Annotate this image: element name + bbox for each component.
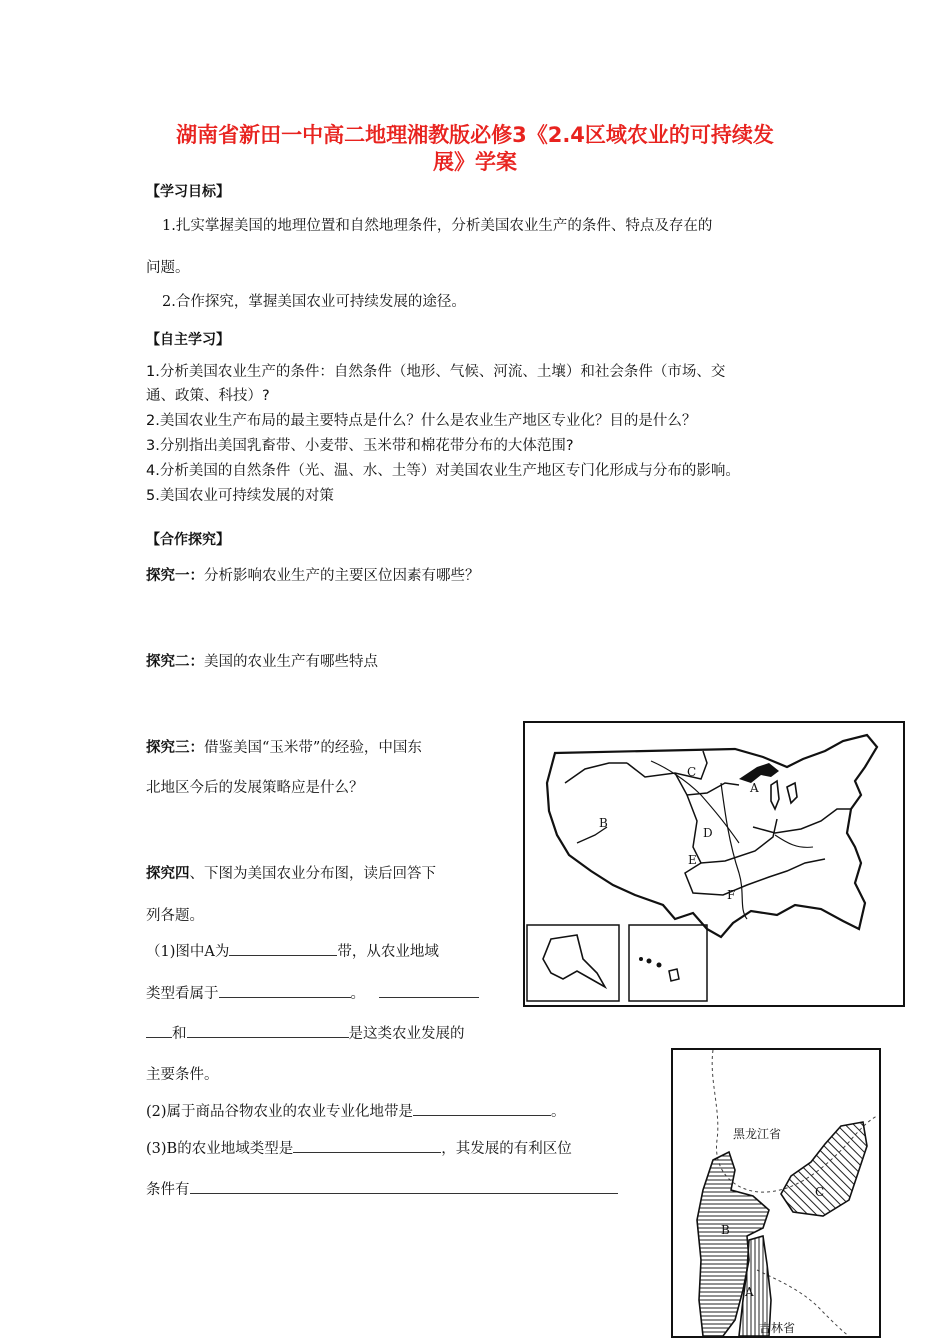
sq1-blank-3-cont[interactable] bbox=[146, 1023, 172, 1038]
great-lakes bbox=[739, 763, 779, 783]
title-line-1: 湖南省新田一中高二地理湘教版必修3《2.4区域农业的可持续发 bbox=[176, 123, 774, 147]
sq1-blank-1[interactable] bbox=[229, 941, 337, 956]
sub-question-1-line-d: 主要条件。 bbox=[146, 1067, 219, 1083]
exploration-3-line-a bbox=[146, 736, 422, 757]
sub-question-2 bbox=[146, 1100, 566, 1121]
exploration-2 bbox=[146, 650, 378, 671]
sq3-text-b: ，其发展的有利区位 bbox=[441, 1141, 572, 1157]
sub-question-3-line-b bbox=[146, 1178, 618, 1199]
boundary-d bbox=[687, 795, 777, 863]
exploration-2-text: 美国的农业生产有哪些特点 bbox=[204, 654, 378, 670]
sq2-text-b: 。 bbox=[551, 1104, 566, 1120]
us-label-c: C bbox=[687, 765, 697, 779]
heilongjiang-label: 黑龙江省 bbox=[733, 1127, 782, 1141]
exploration-4-line-a bbox=[146, 862, 436, 883]
exploration-3-text-a: 借鉴美国“玉米带”的经验，中国东 bbox=[204, 740, 422, 756]
objective-1-line-a: 1.扎实掌握美国的地理位置和自然地理条件，分析美国农业生产的条件、特点及存在的 bbox=[162, 218, 713, 234]
sq1-text-c: 类型看属于 bbox=[146, 986, 219, 1002]
sq1-text-e: 和 bbox=[172, 1026, 187, 1042]
sq1-text-a: （1)图中A为 bbox=[146, 944, 230, 960]
boundary-a bbox=[753, 809, 851, 833]
hawaii-island-3 bbox=[657, 963, 662, 968]
exploration-2-label: 探究二： bbox=[146, 654, 204, 670]
us-map-drawing bbox=[525, 723, 903, 1005]
ne-label-b: B bbox=[721, 1223, 730, 1237]
exploration-1 bbox=[146, 564, 480, 585]
sq1-blank-2[interactable] bbox=[219, 983, 351, 998]
self-study-q1-b: 通、政策、科技）? bbox=[146, 388, 270, 404]
ne-label-a: A bbox=[745, 1285, 754, 1299]
us-label-f: F bbox=[727, 888, 736, 902]
exploration-3-line-b: 北地区今后的发展策略应是什么？ bbox=[146, 780, 364, 796]
sub-question-1-line-a bbox=[146, 940, 439, 961]
boundary-b-north bbox=[565, 763, 627, 783]
self-study-heading: 【自主学习】 bbox=[146, 332, 230, 348]
self-study-q3: 3.分别指出美国乳畜带、小麦带、玉米带和棉花带分布的大体范围? bbox=[146, 438, 574, 454]
sub-question-1-line-b bbox=[146, 982, 479, 1003]
sq3-blank-2[interactable] bbox=[190, 1179, 618, 1194]
sq3-text-a: (3)B的农业地域类型是 bbox=[146, 1141, 294, 1157]
sq1-text-d: 。 bbox=[350, 986, 365, 1002]
sq1-text-b: 带，从农业地域 bbox=[337, 944, 439, 960]
self-study-q2: 2.美国农业生产布局的最主要特点是什么？什么是农业生产地区专业化？目的是什么？ bbox=[146, 413, 697, 429]
boundary-e bbox=[685, 859, 825, 895]
sub-question-3-line-a bbox=[146, 1137, 572, 1158]
cooperation-heading: 【合作探究】 bbox=[146, 532, 230, 548]
title-line-2: 展》学案 bbox=[433, 150, 517, 174]
sq1-blank-3[interactable] bbox=[379, 983, 479, 998]
lake-huron bbox=[787, 783, 797, 803]
self-study-q5: 5.美国农业可持续发展的对策 bbox=[146, 488, 334, 504]
us-label-a: A bbox=[750, 781, 759, 795]
objective-2: 2.合作探究，掌握美国农业可持续发展的途径。 bbox=[162, 294, 466, 310]
sq2-text-a: (2)属于商品谷物农业的农业专业化地带是 bbox=[146, 1104, 414, 1120]
jilin-label: 吉林省 bbox=[759, 1321, 796, 1335]
sq1-text-f: 是这类农业发展的 bbox=[348, 1026, 465, 1042]
boundary-c-south bbox=[675, 773, 739, 795]
self-study-q1-a: 1.分析美国农业生产的条件：自然条件（地形、气候、河流、土壤）和社会条件（市场、交 bbox=[146, 364, 726, 380]
hawaii-island-1 bbox=[639, 957, 643, 961]
us-agriculture-map bbox=[523, 721, 905, 1007]
exploration-4-text-a: 、下图为美国农业分布图，读后回答下 bbox=[189, 866, 436, 882]
exploration-1-label: 探究一： bbox=[146, 568, 204, 584]
us-label-b: B bbox=[599, 816, 608, 830]
objective-1-line-b: 问题。 bbox=[146, 260, 190, 276]
us-label-e: E bbox=[688, 853, 697, 867]
ohio-river bbox=[775, 835, 813, 847]
objectives-heading: 【学习目标】 bbox=[146, 184, 230, 200]
exploration-1-text: 分析影响农业生产的主要区位因素有哪些？ bbox=[204, 568, 480, 584]
document-title bbox=[60, 122, 890, 176]
hawaii-inset-frame bbox=[629, 925, 707, 1001]
sq2-blank[interactable] bbox=[413, 1101, 551, 1116]
northeast-china-map bbox=[671, 1048, 881, 1338]
sub-question-1-line-c bbox=[146, 1022, 465, 1043]
exploration-4-label: 探究四 bbox=[146, 866, 190, 882]
hawaii-island-2 bbox=[647, 959, 652, 964]
us-label-d: D bbox=[703, 826, 713, 840]
self-study-q4: 4.分析美国的自然条件（光、温、水、土等）对美国农业生产地区专门化形成与分布的影响。 bbox=[146, 463, 740, 479]
lake-michigan bbox=[771, 781, 779, 809]
ne-label-c: C bbox=[815, 1185, 825, 1199]
sq1-blank-4[interactable] bbox=[187, 1023, 349, 1038]
region-c bbox=[781, 1122, 867, 1216]
exploration-3-label: 探究三： bbox=[146, 740, 204, 756]
sq3-blank-1[interactable] bbox=[293, 1138, 441, 1153]
ne-china-drawing bbox=[673, 1050, 879, 1336]
sq3-text-c: 条件有 bbox=[146, 1182, 190, 1198]
exploration-4-line-b: 列各题。 bbox=[146, 908, 204, 924]
hawaii-big-island bbox=[669, 969, 679, 981]
alaska-shape bbox=[543, 935, 605, 987]
